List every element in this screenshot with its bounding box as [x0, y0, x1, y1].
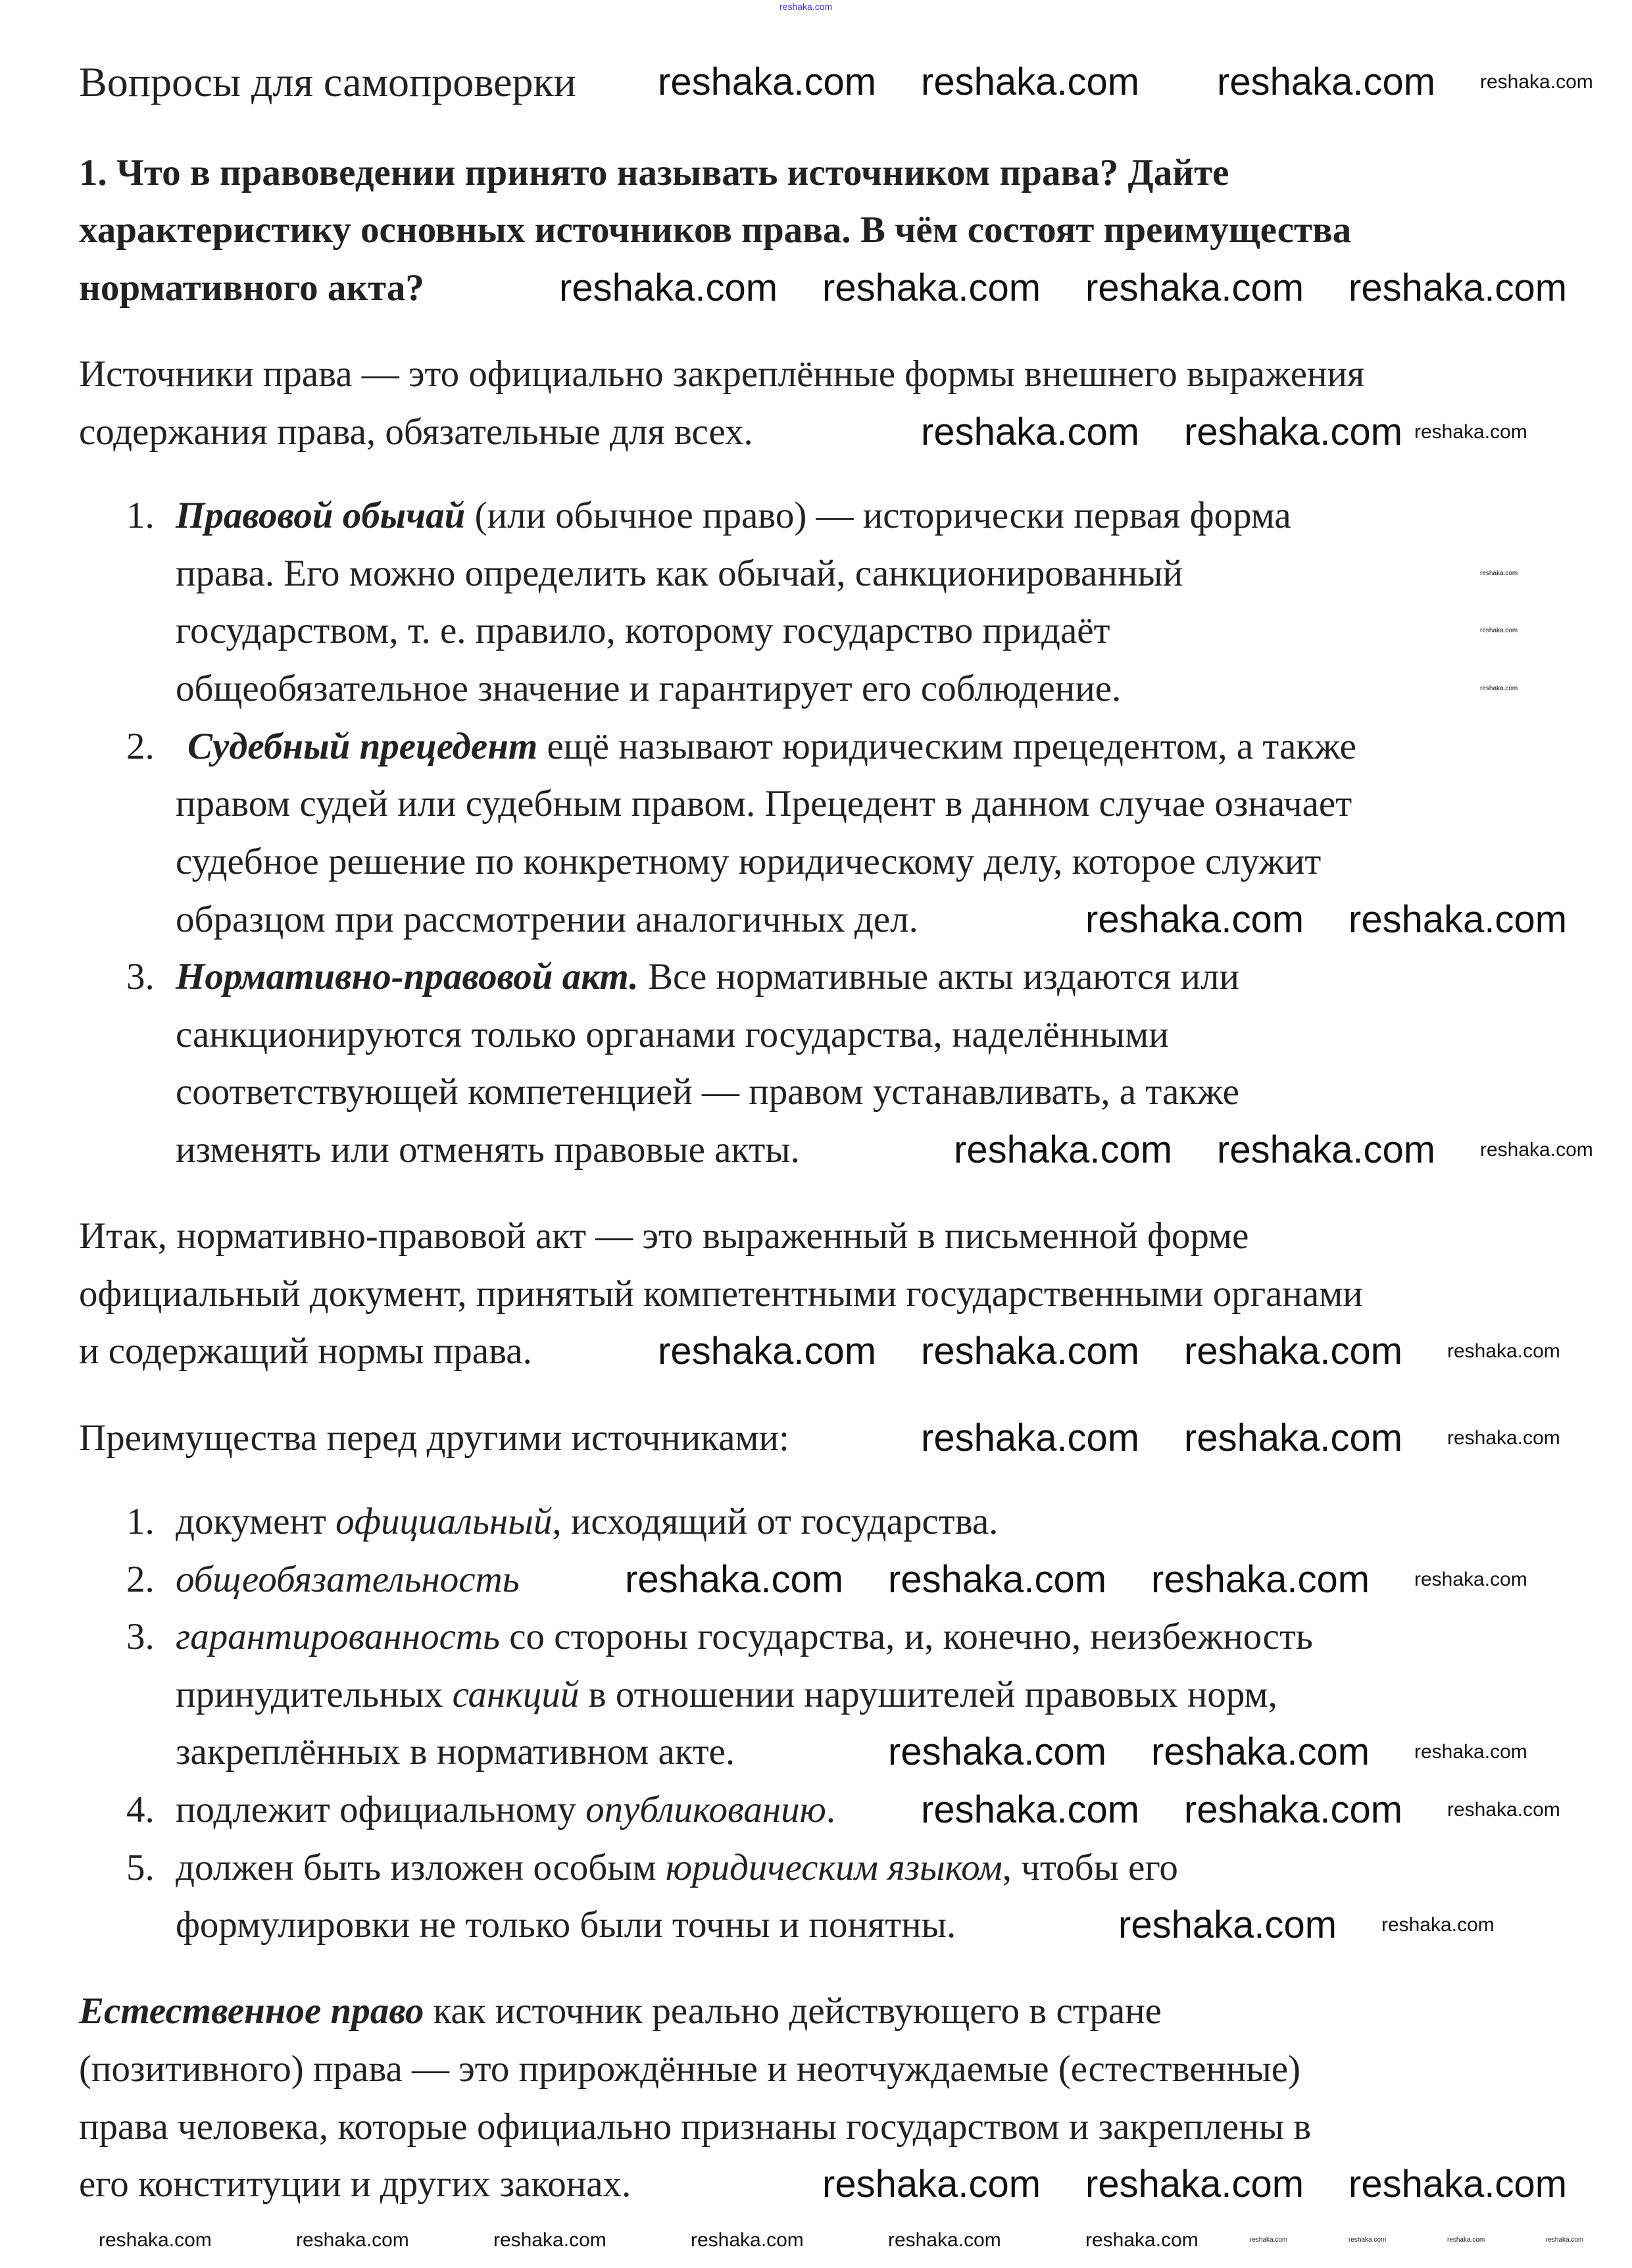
list-number: 3.	[126, 956, 155, 997]
advantage-item	[176, 1729, 735, 1775]
advantage-item	[176, 1499, 998, 1545]
text: должен быть изложен особым	[176, 1846, 666, 1888]
top-link[interactable]: reshaka.com	[779, 1, 833, 12]
watermark: reshaka.com	[1085, 2229, 1199, 2251]
list-item	[176, 493, 1291, 539]
watermark: reshaka.com	[1447, 1427, 1560, 1449]
watermark: reshaka.com	[1447, 2236, 1485, 2244]
emphasis: гарантированность	[176, 1616, 500, 1658]
advantage-item	[176, 1672, 1277, 1718]
emphasis: юридическим языком	[665, 1846, 1002, 1888]
list-item-line: правом судей или судебным правом. Прецедент в данном случае означает	[176, 783, 1352, 824]
term: Правовой обычай	[176, 495, 466, 536]
advantages-title: Преимущества перед другими источниками:	[79, 1417, 789, 1459]
list-item-line: права. Его можно определить как обычай, санкционированный	[176, 553, 1183, 594]
watermark: reshaka.com	[888, 2229, 1001, 2251]
watermark: reshaka.com	[1480, 570, 1518, 577]
advantage-item	[176, 1557, 520, 1603]
watermark: reshaka.com	[99, 2229, 212, 2251]
watermark: reshaka.com	[658, 1330, 877, 1373]
list-item-line: образцом при рассмотрении аналогичных дел.	[176, 899, 918, 940]
list-number: 4.	[126, 1789, 155, 1830]
term: Судебный прецедент	[187, 726, 538, 767]
watermark: reshaka.com	[1085, 898, 1304, 941]
list-item-line: санкционируются только органами государства, наделёнными	[176, 1014, 1169, 1055]
list-item	[187, 724, 1356, 770]
term: Естественное право	[79, 1990, 424, 2032]
list-item-line: соответствующей компетенцией — правом устанавливать, а также	[176, 1071, 1239, 1113]
emphasis: официальный	[335, 1501, 553, 1542]
list-item-line: общеобязательное значение и гарантирует его соблюдение.	[176, 668, 1122, 709]
watermark: reshaka.com	[822, 2163, 1041, 2205]
text: , исходящий от государства.	[552, 1501, 999, 1542]
list-number: 5.	[126, 1846, 155, 1888]
watermark: reshaka.com	[1184, 411, 1403, 453]
watermark: reshaka.com	[921, 61, 1140, 103]
watermark: reshaka.com	[1348, 898, 1568, 941]
list-item	[176, 954, 1239, 1000]
watermark: reshaka.com	[921, 411, 1140, 453]
list-item-line: судебное решение по конкретному юридическому делу, которое служит	[176, 841, 1322, 882]
emphasis: опубликованию	[585, 1789, 826, 1830]
watermark: reshaka.com	[1250, 2236, 1288, 2244]
natural-law-line: права человека, которые официально признаны государством и закреплены в	[79, 2106, 1312, 2148]
natural-law-line: (позитивного) права — это прирождённые и неотчуждаемые (естественные)	[79, 2048, 1301, 2090]
watermark: reshaka.com	[1085, 266, 1304, 309]
text: .	[826, 1789, 836, 1830]
watermark: reshaka.com	[921, 1417, 1140, 1459]
watermark: reshaka.com	[1217, 61, 1436, 103]
watermark: reshaka.com	[559, 266, 778, 309]
watermark: reshaka.com	[1217, 1128, 1436, 1171]
page-title: Вопросы для самопроверки	[79, 59, 576, 105]
watermark: reshaka.com	[1546, 2236, 1584, 2244]
emphasis: санкций	[452, 1673, 580, 1715]
text: в отношении нарушителей правовых норм,	[579, 1673, 1277, 1715]
emphasis: общеобязательность	[176, 1558, 520, 1600]
watermark: reshaka.com	[1348, 2163, 1568, 2205]
watermark: reshaka.com	[1085, 2163, 1304, 2205]
watermark: reshaka.com	[888, 1557, 1107, 1601]
list-item-line: изменять или отменять правовые акты.	[176, 1129, 800, 1171]
watermark: reshaka.com	[1118, 1903, 1337, 1947]
summary-line: официальный документ, принятый компетентными государственными органами	[79, 1273, 1363, 1315]
text: принудительных	[176, 1673, 453, 1715]
watermark: reshaka.com	[1414, 421, 1527, 443]
watermark: reshaka.com	[1414, 1741, 1527, 1763]
watermark: reshaka.com	[1184, 1330, 1403, 1373]
text: закреплённых в нормативном акте.	[176, 1731, 735, 1773]
watermark: reshaka.com	[1184, 1417, 1403, 1459]
watermark: reshaka.com	[921, 1330, 1140, 1373]
text: (или обычное право) — исторически первая форма	[465, 495, 1291, 536]
watermark: reshaka.com	[296, 2229, 409, 2251]
watermark: reshaka.com	[625, 1557, 844, 1601]
advantage-item	[176, 1787, 835, 1833]
summary-line: и содержащий нормы права.	[79, 1330, 532, 1372]
list-number: 2.	[126, 1558, 155, 1600]
intro-line: содержания права, обязательные для всех.	[79, 411, 753, 453]
watermark: reshaka.com	[1348, 266, 1568, 309]
watermark: reshaka.com	[888, 1730, 1107, 1774]
text: ещё называют юридическим прецедентом, а также	[537, 726, 1356, 767]
watermark: reshaka.com	[1151, 1557, 1370, 1601]
term: Нормативно-правовой акт.	[176, 956, 639, 997]
watermark: reshaka.com	[1348, 2236, 1387, 2244]
watermark: reshaka.com	[921, 1788, 1140, 1831]
watermark: reshaka.com	[1480, 71, 1593, 93]
watermark: reshaka.com	[1447, 1799, 1560, 1821]
watermark: reshaka.com	[1480, 1139, 1593, 1161]
text: формулировки не только были точны и понятны.	[176, 1904, 956, 1946]
watermark: reshaka.com	[1447, 1340, 1560, 1362]
text: подлежит официальному	[176, 1789, 586, 1830]
watermark: reshaka.com	[691, 2229, 804, 2251]
text: со стороны государства, и, конечно, неизбежность	[500, 1616, 1313, 1658]
watermark: reshaka.com	[954, 1128, 1173, 1171]
list-number: 1.	[126, 1501, 155, 1542]
summary-line: Итак, нормативно-правовой акт — это выраженный в письменной форме	[79, 1215, 1249, 1257]
question-line: характеристику основных источников права. В чём состоят преимущества	[79, 209, 1352, 251]
intro-line: Источники права — это официально закреплённые формы внешнего выражения	[79, 353, 1365, 395]
natural-law-line	[79, 1988, 1162, 2034]
list-item-line: государством, т. е. правило, которому государство придаёт	[176, 610, 1110, 651]
advantage-item	[176, 1845, 1178, 1891]
text: документ	[176, 1501, 336, 1542]
text: как источник реально действующего в стране	[424, 1990, 1162, 2032]
watermark: reshaka.com	[1414, 1568, 1527, 1590]
watermark: reshaka.com	[1480, 627, 1518, 634]
watermark: reshaka.com	[822, 266, 1041, 309]
advantage-item	[176, 1902, 956, 1948]
watermark: reshaka.com	[658, 61, 877, 103]
question-line: нормативного акта?	[79, 267, 424, 309]
watermark: reshaka.com	[493, 2229, 606, 2251]
watermark: reshaka.com	[1480, 685, 1518, 692]
text: , чтобы его	[1002, 1846, 1178, 1888]
list-number: 1.	[126, 495, 155, 536]
natural-law-line: его конституции и других законах.	[79, 2163, 631, 2205]
watermark: reshaka.com	[1381, 1914, 1495, 1936]
text: Все нормативные акты издаются или	[638, 956, 1239, 997]
watermark: reshaka.com	[1151, 1730, 1370, 1774]
list-number: 2.	[126, 726, 155, 767]
list-number: 3.	[126, 1616, 155, 1658]
watermark: reshaka.com	[1184, 1788, 1403, 1831]
advantage-item	[176, 1614, 1313, 1660]
question-line: 1. Что в правоведении принято называть источником права? Дайте	[79, 152, 1229, 193]
